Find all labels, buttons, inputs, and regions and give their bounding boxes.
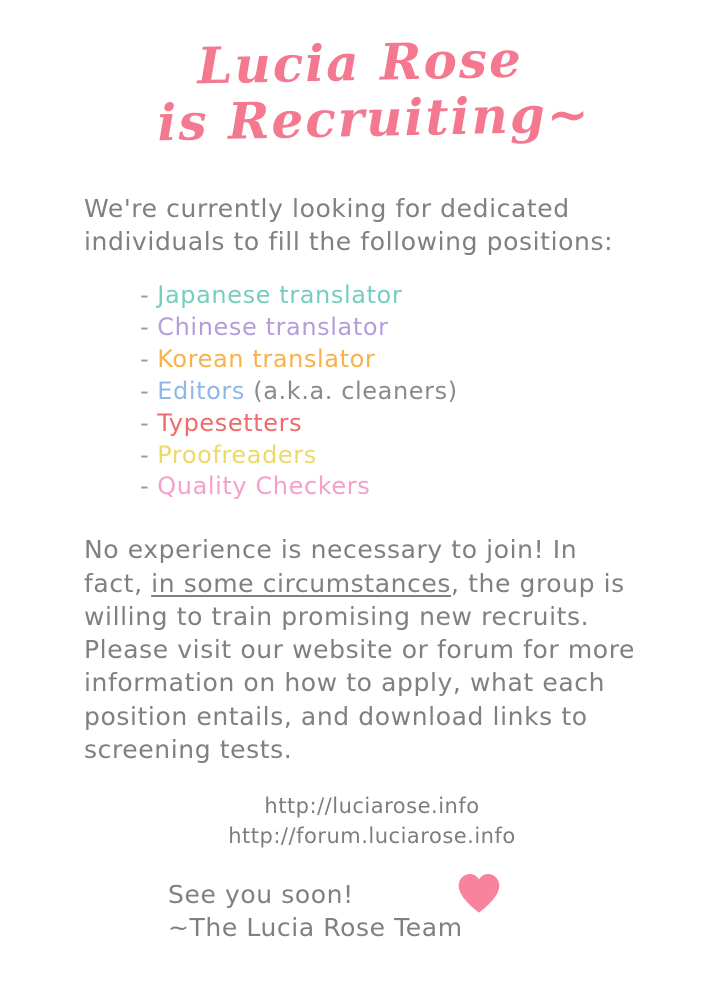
position-label: Quality Checkers [157, 472, 371, 501]
page-title-line-2: is Recruiting~ [156, 84, 592, 153]
positions-list [84, 280, 660, 503]
position-label: Editors [157, 376, 245, 405]
signoff-block [84, 878, 660, 944]
heart-icon [456, 872, 502, 914]
details-line-2 [84, 567, 660, 600]
body-copy [0, 192, 720, 944]
list-item [140, 280, 660, 312]
details-line-6: position entails, and download links to [84, 701, 588, 731]
list-item [140, 408, 660, 440]
intro-line-2: individuals to fill the following positions: [84, 227, 614, 256]
title-block [0, 0, 720, 153]
details-line-7: screening tests. [84, 734, 293, 764]
details-line-1: No experience is necessary to join! In [84, 535, 578, 565]
details-line-3: willing to train promising new recruits. [84, 601, 590, 631]
details-paragraph [84, 533, 660, 766]
intro-line-1: We're currently looking for dedicated [84, 194, 570, 223]
signoff-line-2: ~The Lucia Rose Team [168, 912, 463, 942]
details-line-2-prefix: fact, [84, 568, 152, 598]
list-bullet-dash: - [140, 472, 150, 501]
list-bullet-dash: - [140, 344, 150, 373]
list-bullet-dash: - [140, 312, 150, 341]
position-label: Proofreaders [157, 440, 317, 469]
position-suffix: (a.k.a. cleaners) [245, 376, 458, 405]
list-item [140, 344, 660, 376]
forum-link[interactable]: http://forum.luciarose.info [228, 823, 516, 848]
list-item [140, 312, 660, 344]
list-bullet-dash: - [140, 408, 150, 437]
signoff-line-1: See you soon! [168, 879, 354, 909]
list-bullet-dash: - [140, 376, 150, 405]
position-label: Chinese translator [157, 312, 389, 341]
list-item [140, 440, 660, 472]
intro-text [84, 192, 660, 258]
position-label: Typesetters [157, 408, 303, 437]
details-line-2-suffix: , the group is [451, 568, 625, 598]
list-bullet-dash: - [140, 440, 150, 469]
details-line-2-emphasis: in some circumstances [151, 568, 452, 598]
page-title-line-1: Lucia Rose [196, 29, 524, 96]
list-item [140, 471, 660, 503]
details-line-5: information on how to apply, what each [84, 668, 606, 698]
list-item [140, 376, 660, 408]
position-label: Korean translator [157, 344, 376, 373]
details-line-4: Please visit our website or forum for more [84, 635, 636, 665]
list-bullet-dash: - [140, 281, 150, 309]
website-link[interactable]: http://luciarose.info [264, 794, 480, 819]
position-label: Japanese translator [157, 281, 403, 309]
links-block [84, 792, 660, 852]
